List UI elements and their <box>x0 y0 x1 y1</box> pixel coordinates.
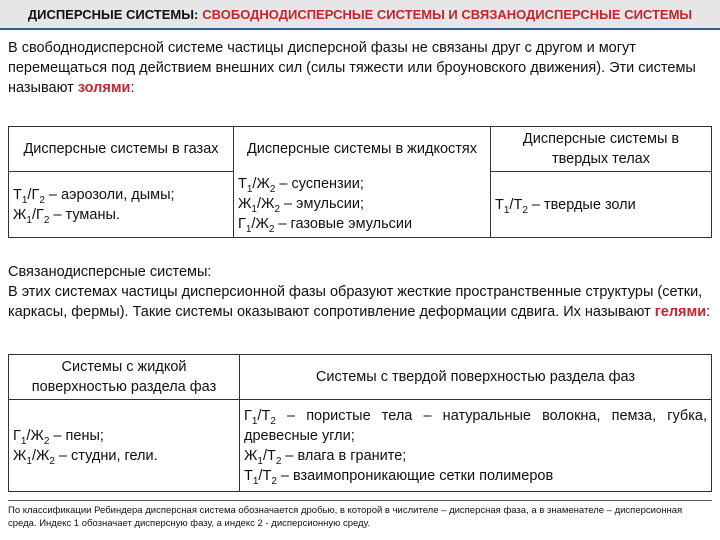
formula-line <box>238 214 486 234</box>
medium-symbol: Г <box>31 186 40 203</box>
medium-index: 2 <box>39 194 45 206</box>
formula-line <box>13 446 235 466</box>
phase-index: 1 <box>21 194 28 206</box>
phase-symbol: Г <box>244 407 252 424</box>
solid-interface-cell <box>240 400 712 492</box>
phase-index: 1 <box>252 475 259 487</box>
phase-symbol: Ж <box>238 196 252 213</box>
formula-line <box>13 426 235 446</box>
fraction-slash: / <box>256 196 261 213</box>
header-gases: Дисперсные системы в газах <box>9 127 234 172</box>
phase-index: 1 <box>257 455 263 467</box>
gels-term: гелями <box>654 304 707 320</box>
phase-symbol: Ж <box>244 447 258 464</box>
fraction-slash: / <box>31 447 36 464</box>
fraction-slash: / <box>26 427 31 444</box>
system-description: – туманы. <box>49 206 120 223</box>
phase-index: 1 <box>20 435 27 447</box>
medium-index: 2 <box>522 204 528 216</box>
slide-title <box>0 0 720 30</box>
fraction-slash: / <box>31 206 36 223</box>
title-part-1: ДИСПЕРСНЫЕ СИСТЕМЫ: <box>27 6 199 22</box>
solid-systems-cell <box>491 172 712 238</box>
formula-line <box>244 466 707 486</box>
system-description: – взаимопроникающие сетки полимеров <box>276 467 554 484</box>
system-description: – пористые тела – натуральные волокна, пемза, губка, древесные угли; <box>244 407 707 444</box>
formula-line <box>238 174 486 194</box>
header-solid-interface: Системы с твердой поверхностью раздела фаз <box>240 355 712 400</box>
formula-line <box>495 195 707 215</box>
fraction-slash: / <box>509 196 514 213</box>
bound-heading: Связанодисперсные системы: <box>8 264 212 280</box>
phase-symbol: Ж <box>13 206 27 223</box>
medium-index: 2 <box>49 455 55 467</box>
formula-line <box>238 194 486 214</box>
medium-symbol: Ж <box>255 216 269 233</box>
fraction-slash: / <box>262 447 267 464</box>
intro-text: В свободнодисперсной системе частицы дисперсной фазы не связаны друг с другом и могут перемещаться под действием внешних сил (силы тяжести или броуновского движения). Эти системы называют <box>8 40 696 96</box>
phase-symbol: Г <box>238 216 246 233</box>
liquid-systems-cell <box>234 172 491 238</box>
bound-text: В этих системах частицы дисперсионной фазы образуют жесткие пространственные структуры (сетки, каркасы, фермы). Такие системы оказывают сопротивление деформации сдвига. Их называют <box>8 284 703 320</box>
formula-line <box>244 406 707 446</box>
phase-index: 1 <box>26 455 32 467</box>
header-liquids: Дисперсные системы в жидкостях <box>234 127 491 172</box>
phase-symbol: Т <box>13 186 22 203</box>
phase-symbol: Т <box>238 176 247 193</box>
phase-symbol: Т <box>495 196 504 213</box>
system-description: – студни, гели. <box>54 447 158 464</box>
system-description: – пены; <box>49 427 104 444</box>
phase-symbol: Ж <box>13 447 27 464</box>
medium-index: 2 <box>271 475 277 487</box>
medium-symbol: Ж <box>30 427 44 444</box>
bound-paragraph <box>8 262 712 322</box>
fraction-slash: / <box>257 407 262 424</box>
sols-term: золями <box>77 80 131 96</box>
medium-symbol: Т <box>262 467 272 484</box>
medium-symbol: Т <box>266 447 276 464</box>
medium-index: 2 <box>43 435 50 447</box>
phase-index: 1 <box>503 204 510 216</box>
footnote: По классификации Ребиндера дисперсная система обозначается дробью, в которой в числителе – дисперсная фаза, а в знаменателе – дисперсионная среда. Индекс 1 обозначает дисперсную фазу, а индекс 2 - дисперсионную среду. <box>8 500 712 530</box>
intro-paragraph <box>8 38 712 98</box>
formula-line <box>13 205 229 225</box>
title-part-2: СВОБОДНОДИСПЕРСНЫЕ СИСТЕМЫ И СВЯЗАНОДИСПЕРСНЫЕ СИСТЕМЫ <box>202 6 693 22</box>
medium-index: 2 <box>270 415 276 427</box>
phase-index: 1 <box>251 204 257 216</box>
medium-index: 2 <box>274 204 280 216</box>
fraction-slash: / <box>27 186 32 203</box>
medium-index: 2 <box>275 455 282 467</box>
phase-index: 1 <box>26 214 32 226</box>
intro-tail: : <box>130 80 135 96</box>
system-description: – твердые золи <box>527 196 636 213</box>
liquid-interface-cell <box>9 400 240 492</box>
phase-index: 1 <box>246 184 253 196</box>
medium-symbol: Т <box>513 196 523 213</box>
fraction-slash: / <box>258 467 263 484</box>
formula-line <box>244 446 707 466</box>
header-liquid-interface: Системы с жидкой поверхностью раздела фаз <box>9 355 240 400</box>
free-dispersed-table <box>8 126 712 238</box>
header-solids: Дисперсные системы в твердых телах <box>491 127 712 172</box>
bound-dispersed-table <box>8 354 712 492</box>
system-description: – эмульсии; <box>279 196 365 213</box>
system-description: – аэрозоли, дымы; <box>44 186 175 203</box>
medium-symbol: Г <box>35 206 44 223</box>
gas-systems-cell <box>9 172 234 238</box>
phase-symbol: Т <box>244 467 253 484</box>
medium-index: 2 <box>269 184 276 196</box>
phase-symbol: Г <box>13 427 21 444</box>
medium-symbol: Ж <box>35 447 50 464</box>
phase-index: 1 <box>245 224 252 236</box>
fraction-slash: / <box>252 176 257 193</box>
medium-symbol: Ж <box>256 176 270 193</box>
phase-index: 1 <box>251 415 258 427</box>
system-description: – суспензии; <box>275 176 364 193</box>
bound-tail: : <box>706 304 711 320</box>
fraction-slash: / <box>251 216 256 233</box>
medium-symbol: Ж <box>260 196 275 213</box>
medium-index: 2 <box>268 224 275 236</box>
medium-symbol: Т <box>261 407 271 424</box>
medium-index: 2 <box>43 214 50 226</box>
system-description: – газовые эмульсии <box>274 216 413 233</box>
formula-line <box>13 185 229 205</box>
system-description: – влага в граните; <box>281 447 407 464</box>
